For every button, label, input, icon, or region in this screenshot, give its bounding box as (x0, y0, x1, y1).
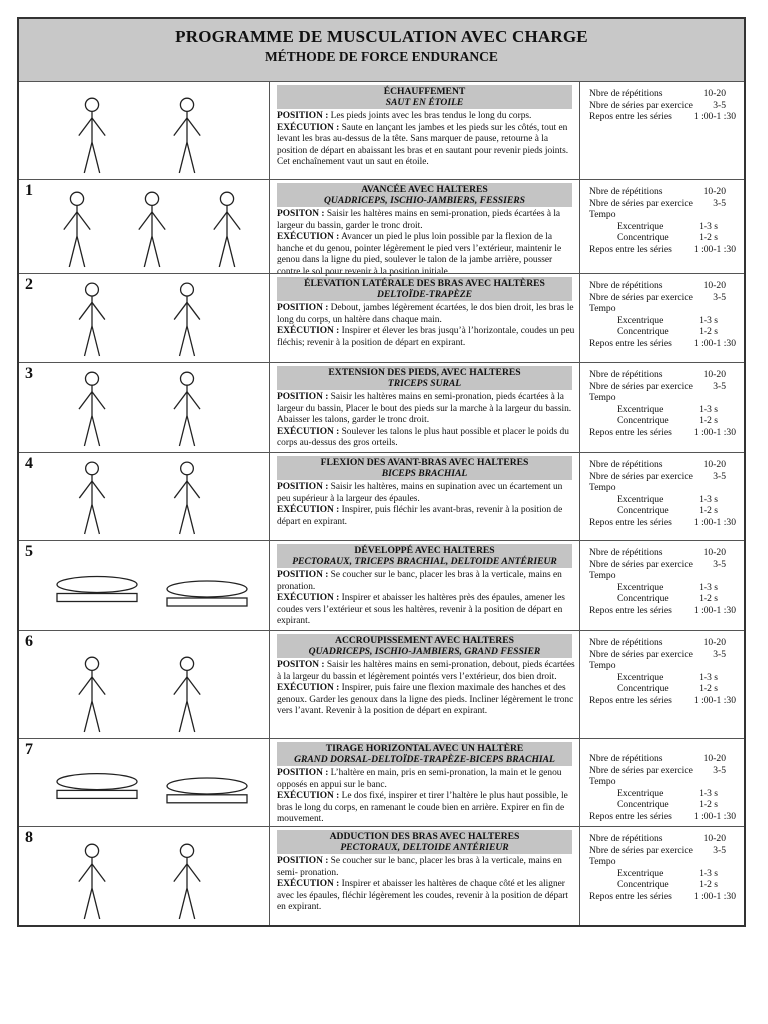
exercise-heading (277, 277, 572, 301)
concentric-label: Concentrique (617, 593, 669, 605)
concentric-label: Concentrique (617, 799, 669, 811)
position-label: POSITION : (277, 303, 329, 313)
exercise-row (19, 540, 744, 630)
exercise-illustration (19, 541, 270, 630)
rest-label: Repos entre les séries (589, 337, 672, 349)
athlete-figure-icon (37, 742, 267, 824)
exercise-number: 7 (25, 741, 33, 758)
exercise-muscles: GRAND DORSAL-DELTOÏDE-TRAPÈZE-BICEPS BRACHIAL (294, 754, 555, 765)
series-value: 3-5 (713, 291, 726, 303)
exercise-muscles: PECTORAUX, DELTOIDE ANTÉRIEUR (340, 842, 509, 853)
exercise-illustration (19, 739, 270, 826)
exercise-heading (277, 183, 572, 207)
exercise-instructions (277, 209, 576, 279)
reps-value: 10-20 (703, 547, 726, 558)
series-line (589, 198, 740, 210)
reps-value: 10-20 (703, 88, 726, 99)
exercise-muscles: BICEPS BRACHIAL (381, 468, 468, 479)
eccentric-label: Excentrique (617, 220, 664, 232)
athlete-figure-icon (37, 366, 267, 450)
exercise-illustration (19, 363, 270, 452)
execution-label: EXÉCUTION : (277, 791, 340, 802)
eccentric-value: 1-3 s (699, 787, 718, 799)
exercise-description (270, 82, 580, 179)
exercise-instructions (277, 856, 576, 914)
exercise-title: TIRAGE HORIZONTAL AVEC UN HALTÈRE (325, 743, 524, 754)
athlete-figure-icon (37, 456, 267, 538)
execution-text: Soulever les talons le plus haut possible et placer le poids du corps au-dessus des gros orteils. (277, 426, 569, 449)
rest-value: 1 :00-1 :30 (693, 890, 736, 902)
position-text: Debout, jambes légèrement écartées, le dos bien droit, les bras le long du corps, un haltère dans chaque main. (277, 303, 574, 325)
eccentric-label: Excentrique (617, 787, 664, 799)
series-value: 3-5 (713, 648, 726, 660)
rest-label: Repos entre les séries (589, 516, 672, 528)
exercise-heading (277, 456, 572, 480)
reps-label: Nbre de répétitions (589, 88, 663, 99)
exercise-heading (277, 544, 572, 568)
eccentric-value: 1-3 s (699, 493, 718, 505)
exercise-parameters (580, 180, 744, 273)
athlete-figure-icon (37, 277, 267, 360)
reps-label: Nbre de répétitions (589, 833, 663, 844)
execution-text: Inspirer et abaisser les haltères près des épaules, amener les coudes vers l’extérieur et sous les haltères, revenir à la position de départ en expirant. (277, 593, 565, 627)
position-label: POSITION : (277, 482, 329, 492)
concentric-value: 1-2 s (699, 879, 718, 891)
execution-label: EXÉCUTION : (277, 683, 340, 694)
series-value: 3-5 (713, 470, 726, 482)
rest-label: Repos entre les séries (589, 810, 672, 822)
athlete-figure-icon (37, 183, 267, 271)
series-label: Nbre de séries par exercice (589, 558, 693, 570)
concentric-line (589, 879, 740, 891)
reps-label: Nbre de répétitions (589, 753, 663, 764)
eccentric-label: Excentrique (617, 493, 664, 505)
exercise-illustration (19, 180, 270, 273)
concentric-value: 1-2 s (699, 683, 718, 695)
execution-text: Le dos fixé, inspirer et tirer l’haltère le plus haut possible, le bras le long du corps, en ramenant le coude bien en arrière. Expirer en fin de mouvement. (277, 791, 568, 825)
series-line (589, 845, 740, 857)
position-text: L’haltère en main, pris en semi-pronation, la main et le genou opposés en appui sur le banc. (277, 768, 562, 790)
exercise-heading (277, 85, 572, 109)
series-value: 3-5 (713, 197, 726, 209)
series-line (589, 559, 740, 571)
reps-line (589, 753, 740, 765)
execution-text: Inspirer, puis faire une flexion maximale des hanches et des genoux. Garder les genoux dans la ligne des pieds. Incliner légèrement le tronc vers l’avant. Revenir à la position de départ en expirant. (277, 683, 574, 717)
eccentric-line (589, 672, 740, 684)
exercise-row (19, 826, 744, 925)
reps-line (589, 637, 740, 649)
exercise-muscles: SAUT EN ÉTOILE (385, 97, 464, 108)
exercise-title: AVANCÉE AVEC HALTERES (361, 184, 488, 195)
exercise-title: ÉCHAUFFEMENT (383, 86, 466, 97)
rest-line (589, 338, 740, 350)
series-label: Nbre de séries par exercice (589, 291, 693, 303)
execution-text: Inspirer et abaisser les haltères de chaque côté et les aligner avec les épaules, fléchir légèrement les coudes, revenir à la position de départ en expirant. (277, 879, 569, 913)
position-text: Saisir les haltères mains en semi-pronation, debout, pieds écartées à la largeur du bassin et légèrement pointés vers l’extérieur, dos bien droit. (277, 660, 575, 682)
eccentric-label: Excentrique (617, 403, 664, 415)
exercise-row (19, 362, 744, 452)
reps-line (589, 547, 740, 559)
exercise-parameters (580, 274, 744, 362)
concentric-value: 1-2 s (699, 415, 718, 427)
exercise-description (270, 180, 580, 277)
concentric-line (589, 683, 740, 695)
exercise-row (19, 630, 744, 738)
tempo-label: Tempo (589, 660, 616, 672)
exercise-description (270, 631, 580, 738)
reps-value: 10-20 (703, 186, 726, 197)
exercise-description (270, 541, 580, 630)
exercise-parameters (580, 541, 744, 630)
series-line (589, 765, 740, 777)
series-value: 3-5 (713, 558, 726, 570)
series-line (589, 100, 740, 112)
exercise-heading (277, 742, 572, 766)
reps-label: Nbre de répétitions (589, 547, 663, 558)
reps-line (589, 369, 740, 381)
reps-label: Nbre de répétitions (589, 186, 663, 197)
reps-line (589, 459, 740, 471)
exercise-row (19, 273, 744, 362)
position-label: POSITION : (277, 392, 329, 402)
eccentric-value: 1-3 s (699, 403, 718, 415)
exercise-title: ÉLEVATION LATÉRALE DES BRAS AVEC HALTÈRES (304, 278, 545, 289)
tempo-label: Tempo (589, 482, 616, 494)
rest-line (589, 111, 740, 123)
eccentric-line (589, 868, 740, 880)
exercise-description (270, 827, 580, 925)
eccentric-line (589, 494, 740, 506)
exercise-instructions (277, 111, 576, 169)
page-header (19, 19, 744, 82)
reps-label: Nbre de répétitions (589, 280, 663, 291)
exercise-description (270, 739, 580, 826)
page-subtitle: MÉTHODE DE FORCE ENDURANCE (265, 49, 498, 64)
position-label: POSITION : (277, 856, 329, 866)
rest-line (589, 811, 740, 823)
position-label: POSITON : (277, 209, 325, 219)
athlete-figure-icon (37, 634, 267, 736)
exercise-number: 5 (25, 543, 33, 560)
rest-label: Repos entre les séries (589, 604, 672, 616)
exercise-instructions (277, 482, 576, 528)
series-label: Nbre de séries par exercice (589, 197, 693, 209)
eccentric-line (589, 582, 740, 594)
eccentric-value: 1-3 s (699, 581, 718, 593)
reps-label: Nbre de répétitions (589, 637, 663, 648)
execution-label: EXÉCUTION : (277, 122, 340, 133)
exercise-parameters (580, 363, 744, 452)
reps-label: Nbre de répétitions (589, 369, 663, 380)
series-value: 3-5 (713, 764, 726, 776)
concentric-line (589, 232, 740, 244)
rest-line (589, 695, 740, 707)
series-label: Nbre de séries par exercice (589, 844, 693, 856)
execution-label: EXÉCUTION : (277, 326, 340, 337)
position-label: POSITION : (277, 570, 329, 580)
rest-value: 1 :00-1 :30 (693, 111, 736, 123)
exercise-muscles: TRICEPS SURAL (387, 378, 462, 389)
exercise-illustration (19, 827, 270, 925)
exercise-muscles: QUADRICEPS, ISCHIO-JAMBIERS, FESSIERS (323, 195, 526, 206)
reps-value: 10-20 (703, 833, 726, 844)
concentric-value: 1-2 s (699, 326, 718, 338)
exercise-illustration (19, 453, 270, 540)
exercise-instructions (277, 768, 576, 826)
exercise-muscles: DELTOÏDE-TRAPÈZE (376, 289, 473, 300)
concentric-label: Concentrique (617, 232, 669, 244)
tempo-label: Tempo (589, 209, 616, 221)
exercise-title: ADDUCTION DES BRAS AVEC HALTERES (329, 831, 520, 842)
position-text: Saisir les haltères mains en semi-pronation, pieds écartées à la largeur du bassin, Placer le bout des pieds sur la marche à la largeur du bassin. Abaisser les talons, garder le tronc droit. (277, 392, 572, 426)
program-sheet (17, 17, 746, 927)
exercise-heading (277, 366, 572, 390)
rest-value: 1 :00-1 :30 (693, 810, 736, 822)
eccentric-value: 1-3 s (699, 314, 718, 326)
position-label: POSITION : (277, 111, 329, 121)
eccentric-line (589, 404, 740, 416)
eccentric-line (589, 788, 740, 800)
exercise-number: 2 (25, 276, 33, 293)
tempo-label: Tempo (589, 856, 616, 868)
rest-value: 1 :00-1 :30 (693, 337, 736, 349)
series-value: 3-5 (713, 99, 726, 111)
position-text: Saisir les haltères, mains en supination avec un écartement un peu supérieur à la largeur des épaules. (277, 482, 563, 504)
concentric-line (589, 799, 740, 811)
exercise-number: 1 (25, 182, 33, 199)
eccentric-label: Excentrique (617, 671, 664, 683)
eccentric-value: 1-3 s (699, 671, 718, 683)
exercise-number: 6 (25, 633, 33, 650)
position-text: Saisir les haltères mains en semi-pronation, pieds écartées à la largeur du bassin, garder le tronc droit. (277, 209, 561, 231)
concentric-value: 1-2 s (699, 593, 718, 605)
series-label: Nbre de séries par exercice (589, 99, 693, 111)
rest-value: 1 :00-1 :30 (693, 694, 736, 706)
athlete-figure-icon (37, 544, 267, 628)
athlete-figure-icon (37, 85, 267, 177)
rest-label: Repos entre les séries (589, 890, 672, 902)
athlete-figure-icon (37, 830, 267, 923)
concentric-label: Concentrique (617, 415, 669, 427)
execution-label: EXÉCUTION : (277, 879, 340, 890)
eccentric-value: 1-3 s (699, 867, 718, 879)
exercise-instructions (277, 660, 576, 718)
concentric-label: Concentrique (617, 326, 669, 338)
series-value: 3-5 (713, 844, 726, 856)
reps-line (589, 186, 740, 198)
exercise-illustration (19, 631, 270, 738)
series-line (589, 471, 740, 483)
exercise-heading (277, 634, 572, 658)
eccentric-label: Excentrique (617, 867, 664, 879)
rest-line (589, 244, 740, 256)
exercise-instructions (277, 303, 576, 349)
reps-line (589, 88, 740, 100)
exercise-illustration (19, 274, 270, 362)
rest-line (589, 605, 740, 617)
exercise-parameters (580, 82, 744, 179)
eccentric-label: Excentrique (617, 314, 664, 326)
exercise-description (270, 363, 580, 452)
position-label: POSITION : (277, 768, 329, 778)
exercise-instructions (277, 570, 576, 628)
exercise-parameters (580, 827, 744, 925)
exercise-title: FLEXION DES AVANT-BRAS AVEC HALTERES (320, 457, 529, 468)
exercise-row (19, 738, 744, 826)
execution-label: EXÉCUTION : (277, 426, 340, 437)
reps-line (589, 280, 740, 292)
rest-value: 1 :00-1 :30 (693, 243, 736, 255)
concentric-label: Concentrique (617, 879, 669, 891)
series-line (589, 381, 740, 393)
rest-line (589, 517, 740, 529)
concentric-label: Concentrique (617, 683, 669, 695)
reps-value: 10-20 (703, 459, 726, 470)
execution-label: EXÉCUTION : (277, 505, 340, 516)
execution-text: Inspirer et élever les bras jusqu’à l’horizontale, coudes un peu fléchis; revenir à la position de départ en expirant. (277, 326, 575, 348)
rest-label: Repos entre les séries (589, 243, 672, 255)
rest-label: Repos entre les séries (589, 694, 672, 706)
series-value: 3-5 (713, 380, 726, 392)
exercise-illustration (19, 82, 270, 179)
concentric-line (589, 593, 740, 605)
series-line (589, 292, 740, 304)
exercise-description (270, 453, 580, 540)
exercise-muscles: PECTORAUX, TRICEPS BRACHIAL, DELTOIDE ANTÉRIEUR (292, 556, 557, 567)
rest-value: 1 :00-1 :30 (693, 516, 736, 528)
concentric-line (589, 415, 740, 427)
series-label: Nbre de séries par exercice (589, 380, 693, 392)
position-text: Se coucher sur le banc, placer les bras à la verticale, mains en semi- pronation. (277, 856, 562, 878)
eccentric-line (589, 315, 740, 327)
series-label: Nbre de séries par exercice (589, 764, 693, 776)
execution-text: Inspirer, puis fléchir les avant-bras, revenir à la position de départ en expirant. (277, 505, 563, 527)
exercise-title: EXTENSION DES PIEDS, AVEC HALTERES (328, 367, 521, 378)
exercise-row (19, 452, 744, 540)
position-text: Se coucher sur le banc, placer les bras à la verticale, mains en pronation. (277, 570, 562, 592)
exercise-number: 8 (25, 829, 33, 846)
exercise-row (19, 179, 744, 277)
concentric-value: 1-2 s (699, 799, 718, 811)
rest-value: 1 :00-1 :30 (693, 604, 736, 616)
series-line (589, 649, 740, 661)
tempo-label: Tempo (589, 776, 616, 788)
page-title: PROGRAMME DE MUSCULATION AVEC CHARGE (175, 27, 588, 46)
eccentric-value: 1-3 s (699, 220, 718, 232)
rest-label: Repos entre les séries (589, 111, 672, 123)
reps-line (589, 833, 740, 845)
rest-value: 1 :00-1 :30 (693, 426, 736, 438)
exercise-description (270, 274, 580, 362)
concentric-label: Concentrique (617, 505, 669, 517)
exercise-number: 3 (25, 365, 33, 382)
reps-value: 10-20 (703, 753, 726, 764)
position-text: Les pieds joints avec les bras tendus le long du corps. (330, 111, 532, 121)
eccentric-line (589, 221, 740, 233)
concentric-line (589, 326, 740, 338)
exercise-parameters (580, 631, 744, 738)
tempo-label: Tempo (589, 570, 616, 582)
exercise-row (19, 81, 744, 179)
series-label: Nbre de séries par exercice (589, 470, 693, 482)
execution-label: EXÉCUTION : (277, 593, 340, 604)
exercise-heading (277, 830, 572, 854)
execution-label: EXÉCUTION : (277, 232, 340, 243)
exercise-parameters (580, 739, 744, 826)
position-label: POSITON : (277, 660, 325, 670)
concentric-value: 1-2 s (699, 232, 718, 244)
execution-text: Saute en lançant les jambes et les pieds sur les côtés, tout en levant les bras au-dessus de la tête. Sans marquer de pause, retourne à la position de départ en abaissant les bras et en sautant pour revenir pieds joints. Cet enchaînement vaut un saut en étoile. (277, 122, 569, 168)
reps-value: 10-20 (703, 369, 726, 380)
concentric-value: 1-2 s (699, 505, 718, 517)
exercise-title: DÉVELOPPÉ AVEC HALTERES (354, 545, 495, 556)
rest-label: Repos entre les séries (589, 426, 672, 438)
tempo-label: Tempo (589, 392, 616, 404)
exercise-muscles: QUADRICEPS, ISCHIO-JAMBIERS, GRAND FESSIER (308, 646, 541, 657)
concentric-line (589, 505, 740, 517)
exercise-parameters (580, 453, 744, 540)
rest-line (589, 891, 740, 903)
exercise-number: 4 (25, 455, 33, 472)
rest-line (589, 427, 740, 439)
series-label: Nbre de séries par exercice (589, 648, 693, 660)
execution-text: Avancer un pied le plus loin possible par la flexion de la hanche et du genou, pointer légèrement le pied vers l’extérieur, maintenir le genou dans la ligne du pied, soulever le talon de la jambe arrière, pousser contre le sol pour revenir à la position initiale. (277, 232, 562, 277)
reps-label: Nbre de répétitions (589, 459, 663, 470)
reps-value: 10-20 (703, 280, 726, 291)
exercise-title: ACCROUPISSEMENT AVEC HALTERES (335, 635, 514, 646)
exercise-instructions (277, 392, 576, 450)
reps-value: 10-20 (703, 637, 726, 648)
tempo-label: Tempo (589, 303, 616, 315)
eccentric-label: Excentrique (617, 581, 664, 593)
